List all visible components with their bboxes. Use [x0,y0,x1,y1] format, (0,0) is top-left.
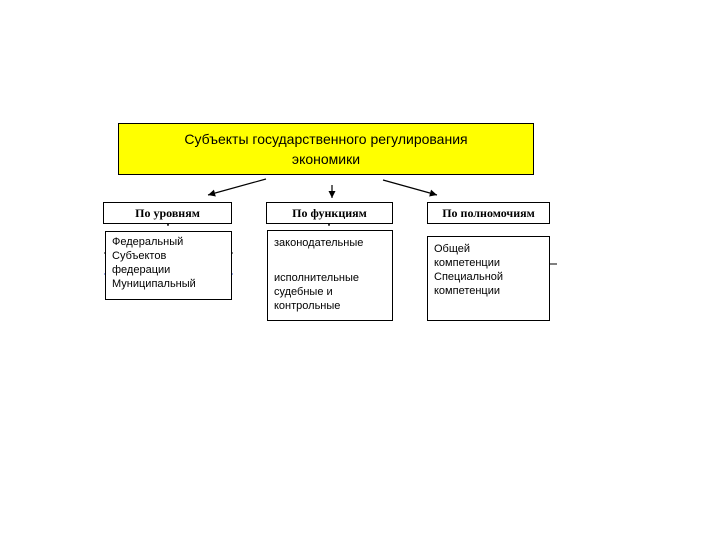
list-item: Федеральный [112,236,184,248]
list-functions [267,230,393,321]
list-item: федерации [112,264,171,276]
list-levels [105,231,232,300]
list-item: Муниципальный [112,278,196,290]
header-levels: По уровням [103,202,232,224]
list-powers [427,236,550,321]
header-powers: По полномочиям [427,202,550,224]
header-functions: По функциям [266,202,393,224]
list-item: Общей [434,243,471,255]
list-item: Специальной [434,271,504,283]
title-box: Субъекты государственного регулирования экономики [118,123,534,175]
list-item: законодательные [274,237,364,249]
arrow-to-powers [383,180,437,195]
list-item: компетенции [434,285,501,297]
list-item: судебные и [274,286,333,298]
arrow-to-levels [208,179,266,195]
list-item: компетенции [434,257,501,269]
list-item: Субъектов [112,250,167,262]
list-item [274,250,386,264]
list-item: исполнительные [274,272,360,284]
list-item: контрольные [274,300,341,312]
